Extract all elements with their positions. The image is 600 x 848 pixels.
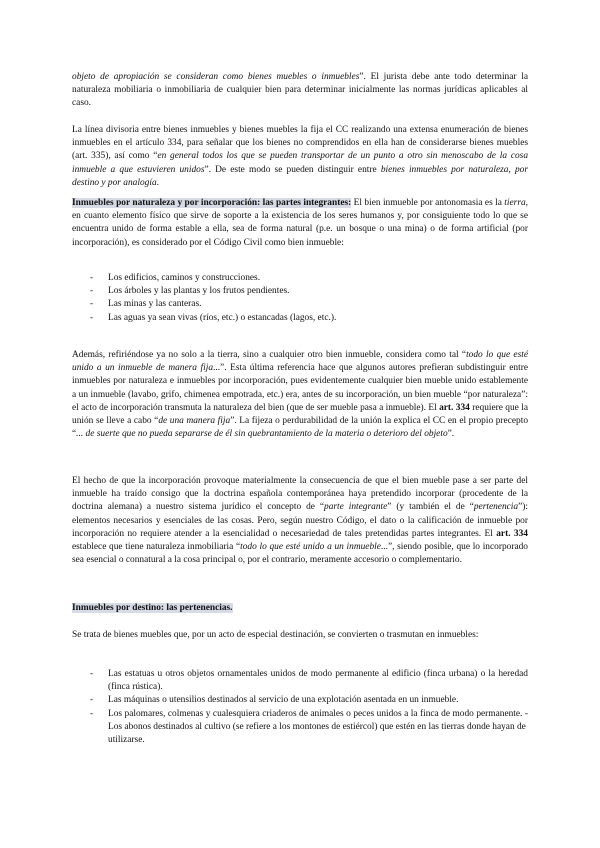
section-heading: Inmuebles por naturaleza y por incorporación: las partes integrantes: <box>72 198 352 208</box>
paragraph-incorporacion <box>72 349 528 441</box>
bullet-list-naturaleza <box>72 272 528 325</box>
quote-text: parte integrante <box>324 502 388 513</box>
list-item-text: Los palomares, colmenas y cualesquiera criaderos de animales o peces unidos a la finca de modo permanente. - Los abonos destinados al cultivo (se refiere a los montones de estiércol) que estén en las tierras donde hayan de <box>108 708 528 732</box>
paragraph-destino <box>72 629 528 642</box>
paragraph-parte-integrante <box>72 475 528 567</box>
quote-text: de una manera fija <box>158 416 231 427</box>
paragraph-text: ”. De este modo se pueden distinguir entre <box>204 164 381 175</box>
list-item-text: Las aguas ya sean vivas (ríos, etc.) o estancadas (lagos, etc.). <box>108 312 337 323</box>
paragraph-intro-end <box>72 71 528 111</box>
quote-text: ... de suerte que no pueda separarse de él sin quebrantamiento de la materia o deterioro del objeto <box>76 429 448 440</box>
dash-bullet: - <box>90 669 94 679</box>
dash-bullet: - <box>90 273 94 283</box>
quote-text: objeto de apropiación se consideran como bienes muebles o inmuebles <box>72 72 360 82</box>
paragraph-text: requiere que la unión se lleve a cabo “ <box>72 402 528 427</box>
paragraph-text: ...”, siendo posible, que lo incorporado sea esencial o connatural a la cosa principal o, por el contrario, meramente accesorio o complementario. <box>72 542 528 566</box>
dash-bullet: - <box>90 299 94 310</box>
quote-text: todo lo que esté unido a un inmueble <box>240 542 381 553</box>
list-item-text: Los árboles y las plantas y los frutos pendientes. <box>108 286 290 297</box>
paragraph-text: La línea divisoria entre bienes inmuebles y bienes muebles la fija el CC realizando una extensa enumeración de bienes inmuebles en el artículo 334, para señalar que los bienes no comprendidos en ella han de considerarse bienes muebles (art. 335), así como “ <box>72 125 528 162</box>
list-item-text: Las máquinas o utensilios destinados al servicio de una explotación asentada en un inmueble. <box>108 695 459 706</box>
paragraph-text: establece que tiene naturaleza inmobiliaria “ <box>72 542 241 553</box>
list-item <box>72 668 528 694</box>
paragraph-text: ”): elementos necesarios y esenciales de las cosas. Pero, según nuestro Código, el dato o la calificación de inmueble por incorporación no requiere atender a la esencialidad o necesariedad de tales pretendidas partes integrantes. El <box>72 502 528 539</box>
quote-text: pertenencia <box>473 502 519 513</box>
article-reference: art. 334 <box>439 402 470 413</box>
dash-bullet: - <box>90 312 94 323</box>
quote-text: en general todos los que se pueden transportar de un punto a otro sin menoscabo de la cosa inmueble a que estuvieren unidos <box>72 151 529 175</box>
list-item <box>72 298 528 311</box>
list-item <box>72 708 528 748</box>
quote-text: todo lo que esté unido a un inmueble de manera fija <box>72 350 528 374</box>
article-reference: art. 334 <box>496 528 528 539</box>
quote-close: ”. <box>359 72 371 82</box>
dash-bullet: - <box>90 286 94 297</box>
list-item <box>72 694 528 707</box>
paragraph-inmuebles-naturaleza <box>72 197 528 250</box>
list-item-text: Las estatuas u otros objetos ornamentales unidos de modo permanente al edificio (finca urbana) o la heredad (finca rústica). <box>108 669 528 693</box>
dash-bullet: - <box>90 695 94 706</box>
paragraph-text: Se trata de bienes muebles que, por un acto de especial destinación, se convierten o trasmutan en inmuebles: <box>72 630 479 640</box>
italic-text: tierra <box>504 198 526 208</box>
paragraph-text: ”. La fijeza o perdurabilidad de la unión la explica el CC en el propio precepto “ <box>72 416 529 440</box>
paragraph-text: El bien inmueble por antonomasia es la <box>351 198 505 208</box>
paragraph-text: El hecho de que la incorporación provoque materialmente la consecuencia de que el bien mueble pase a ser parte del inmueble ha traído consigo que la doctrina española contemporánea haya pretendido incorporar (procedente de la doctrina alemana) a nuestro sistema jurídico el concepto de “ <box>72 476 528 513</box>
italic-text: bienes inmuebles por naturaleza, por destino y por analogía <box>72 164 528 188</box>
heading-inmuebles-destino <box>72 602 528 615</box>
paragraph-text: Además, refiriéndose ya no solo a la tierra, sino a cualquier otro bien inmueble, considera como tal “ <box>72 350 467 360</box>
list-item <box>72 285 528 298</box>
paragraph-text: El jurista debe ante todo determinar la naturaleza mobiliaria o inmobiliaria de cualquier bien para determinar inicialmente las normas jurídicas aplicables al caso. <box>72 72 528 109</box>
list-item-text: utilizarse. <box>108 735 145 746</box>
section-heading: Inmuebles por destino: las pertenencias. <box>72 603 233 613</box>
paragraph-text: ...”. Esta última referencia hace que algunos autores prefieran subdistinguir entre inmuebles por naturaleza e inmuebles por incorporación, pues evidentemente cualquier bien mueble unido establemente a un inmueble (lavabo, grifo, chimenea empotrada, etc.) era, antes de su incorporación, un bien mueble “por naturaleza”: el acto de incorporación transmuta la naturaleza del bien (que de ser mueble pasa a inmueble). El <box>72 363 528 413</box>
paragraph-text: , en cuanto elemento físico que sirve de soporte a la existencia de los seres humanos y, por consiguiente todo lo que se encuentra unido de forma estable a ella, sea de forma natural (p.e. un bosque o una mina) o de forma artificial (por incorporación), es considerado por el Código Civil como bien inmueble: <box>72 198 528 248</box>
list-item <box>72 312 528 325</box>
paragraph-text: . <box>156 177 159 188</box>
list-item-text: Los edificios, caminos y construcciones. <box>108 273 261 283</box>
dash-bullet: - <box>90 708 94 719</box>
list-item-text: Las minas y las canteras. <box>108 299 202 310</box>
bullet-list-destino <box>72 668 528 747</box>
paragraph-dividing-line <box>72 124 528 190</box>
list-item <box>72 272 528 285</box>
paragraph-text: ” (y también el de “ <box>387 502 474 513</box>
paragraph-text: ”. <box>447 429 455 440</box>
